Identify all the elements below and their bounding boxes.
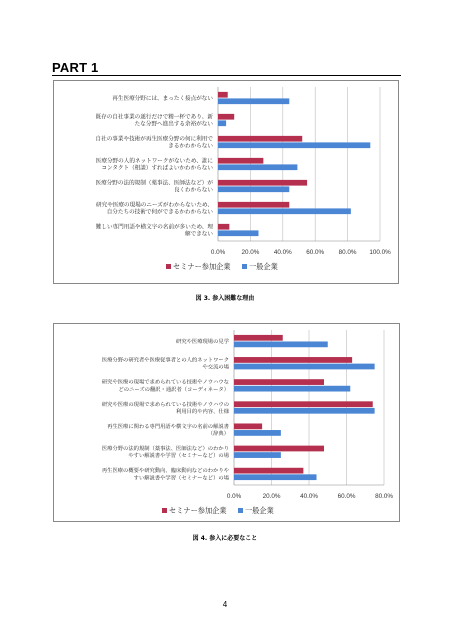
x-tick-label: 60.0% xyxy=(306,249,325,256)
bar-general xyxy=(234,408,375,414)
bar-general xyxy=(218,120,226,126)
legend-label-general: 一般企業 xyxy=(249,262,278,271)
chart-difficulty-reasons-svg xyxy=(54,81,398,283)
bar-general xyxy=(234,341,328,347)
bar-seminar xyxy=(218,180,307,186)
legend xyxy=(166,262,278,271)
page-number: 4 xyxy=(222,600,228,609)
bar-seminar xyxy=(234,357,352,363)
chart-entry-requirements xyxy=(53,323,400,522)
bar-seminar xyxy=(234,468,303,474)
bar-general xyxy=(234,386,350,392)
category-label: 研究や医療の現場のニーズがわからないため、 xyxy=(96,202,213,209)
category-label: 再生医療分野には、まったく接点がない xyxy=(112,95,213,102)
x-tick-label: 0.0% xyxy=(210,249,226,256)
bar-seminar xyxy=(218,136,302,142)
bar-seminar xyxy=(234,446,324,452)
x-tick-label: 0.0% xyxy=(226,493,242,500)
category-label: 研究や医療の現場で求められている技術やノウハウの xyxy=(101,401,229,408)
category-label: 医療分野の法的規制（薬事法、医師法など）のわかり xyxy=(101,446,229,453)
bar-general xyxy=(234,430,281,436)
bar-seminar xyxy=(234,379,324,385)
bar-seminar xyxy=(218,202,289,208)
bar-general xyxy=(234,474,317,480)
category-label: （辞典） xyxy=(207,431,229,438)
category-label: きるかわからない xyxy=(168,143,213,150)
bar-seminar xyxy=(218,92,228,98)
bar-general xyxy=(234,452,281,458)
bar-seminar xyxy=(234,401,373,407)
category-label: 難しい専門用語や横文字の名前が多いため、理 xyxy=(95,224,213,231)
bar-general xyxy=(234,364,375,370)
x-tick-label: 40.0% xyxy=(300,493,318,500)
legend-swatch-general xyxy=(238,508,243,513)
category-label: 医療分野の人的ネットワークがないため、誰に xyxy=(95,158,213,165)
part-title: PART 1 xyxy=(52,60,99,75)
bar-seminar xyxy=(234,335,283,341)
legend-label-general: 一般企業 xyxy=(245,506,274,515)
category-label: 医療分野の研究者や医療従事者との人的ネットワーク xyxy=(101,357,229,364)
category-label: 解できない xyxy=(185,231,213,238)
legend xyxy=(162,506,274,515)
x-tick-label: 20.0% xyxy=(241,249,260,256)
bar-general xyxy=(218,142,370,148)
category-label: 研究や医療の現場で求められている技術やノウハウな xyxy=(101,379,229,386)
figure-4-caption: 図 4. 参入に必要なこと xyxy=(192,535,258,542)
category-label: 自社の事業や技術が再生医療分野の何に利用で xyxy=(95,136,213,143)
category-label: 研究や医療現場の見学 xyxy=(176,338,229,345)
x-tick-label: 60.0% xyxy=(337,493,356,500)
bar-general xyxy=(218,230,259,236)
bar-seminar xyxy=(234,423,262,429)
category-label: 自分たちの技術で何ができるかわからない xyxy=(106,209,213,216)
legend-swatch-seminar xyxy=(162,508,167,513)
bar-general xyxy=(218,98,289,104)
legend-label-seminar: セミナー参加企業 xyxy=(169,506,227,515)
legend-label-seminar: セミナー参加企業 xyxy=(173,262,231,271)
category-label: すい解説書や学習（セミナーなど）の場 xyxy=(133,475,229,482)
category-label: たな分野へ進出する余裕がない xyxy=(134,121,213,128)
x-tick-label: 40.0% xyxy=(273,249,292,256)
legend-swatch-seminar xyxy=(166,264,171,269)
x-tick-label: 80.0% xyxy=(338,249,357,256)
bar-seminar xyxy=(218,114,234,120)
x-tick-label: 100.0% xyxy=(369,249,391,256)
part-title-rule xyxy=(52,75,401,76)
bar-seminar xyxy=(218,158,263,164)
category-label: 医療分野の法的規制（薬事法、医師法など）が xyxy=(95,180,213,187)
category-label: 良くわからない xyxy=(173,187,213,194)
category-label: コンタクト（相談）すればよいかわからない xyxy=(101,165,213,172)
category-label: 利用目的や内容、仕様 xyxy=(176,408,229,415)
legend-swatch-general xyxy=(242,264,247,269)
bar-seminar xyxy=(218,224,229,230)
category-label: どのニーズの翻訳・通訳者（コーディネータ） xyxy=(118,386,229,393)
x-tick-label: 20.0% xyxy=(262,493,281,500)
chart-entry-requirements-svg xyxy=(54,324,399,521)
figure-3-caption: 図 3. 参入困難な理由 xyxy=(195,295,255,302)
category-label: 再生医療の概要や研究動向、臨床動向などのわかりや xyxy=(101,468,229,475)
bar-general xyxy=(218,164,297,170)
chart-difficulty-reasons xyxy=(53,80,399,284)
category-label: 既存の自社事業の遂行だけで精一杯であり、新 xyxy=(95,114,213,121)
bar-general xyxy=(218,208,351,214)
category-label: 再生医療に関わる専門用語や横文字の名前の解説書 xyxy=(107,423,229,430)
x-tick-label: 80.0% xyxy=(375,493,393,500)
bar-general xyxy=(218,186,289,192)
category-label: や交流の場 xyxy=(202,364,229,371)
category-label: やすい解説書や学習（セミナーなど）の場 xyxy=(128,453,229,460)
